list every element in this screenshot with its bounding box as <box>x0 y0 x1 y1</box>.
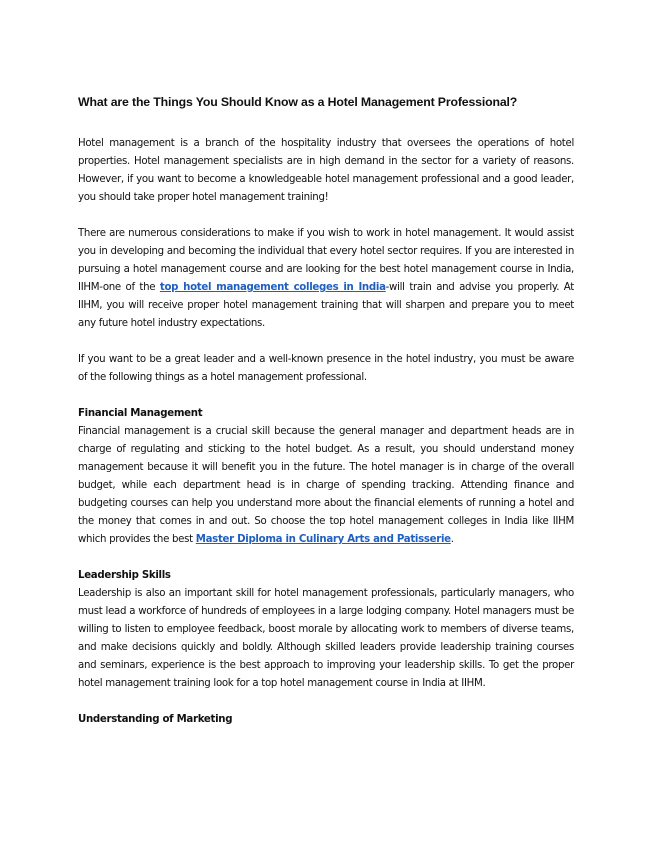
culinary-diploma-link[interactable]: Master Diploma in Culinary Arts and Patisserie <box>195 534 451 545</box>
section-leadership-skills <box>78 567 574 693</box>
intro-paragraph-2 <box>78 225 574 333</box>
top-hotel-colleges-link[interactable]: top hotel management colleges in India <box>159 282 386 293</box>
page-title: What are the Things You Should Know as a Hotel Management Professional? <box>78 95 518 109</box>
section-body-leadership: Leadership is also an important skill for hotel management professionals, particularly managers, who must lead a workforce of hundreds of employees in a large lodging company. Hotel managers must be willing to listen to employee feedback, boost morale by allocating work to members of diverse teams, and make decisions quickly and boldly. Although skilled leaders provide leadership training courses and seminars, experience is the best approach to improving your leadership skills. To get the proper hotel management training look for a top hotel management course in India at IIHM. <box>78 588 574 689</box>
section-heading-financial: Financial Management <box>78 408 203 419</box>
section-understanding-marketing <box>78 711 574 729</box>
section-body-financial <box>78 423 574 549</box>
section-heading-marketing: Understanding of Marketing <box>78 714 233 725</box>
section-financial-management <box>78 405 574 549</box>
section-heading-leadership: Leadership Skills <box>78 570 171 581</box>
article-body <box>78 135 574 729</box>
intro-paragraph-2-text-after: -will train and advise you properly. At IIHM, you will receive proper hotel management training that will sharpen and prepare you to meet any future hotel industry expectations. <box>78 282 574 329</box>
financial-text-after: . <box>450 534 454 545</box>
intro-paragraph-1: Hotel management is a branch of the hospitality industry that oversees the operations of hotel properties. Hotel management specialists are in high demand in the sector for a variety of reasons. However, if you want to become a knowledgeable hotel management professional and a good leader, you should take proper hotel management training! <box>78 138 574 203</box>
intro-paragraph-2-text-before: There are numerous considerations to make if you wish to work in hotel management. It would assist you in developing and becoming the individual that every hotel sector requires. If you are interested in pursuing a hotel management course and are looking for the best hotel management course in India, IIHM-one of the <box>78 228 574 293</box>
intro-paragraph-3: If you want to be a great leader and a well-known presence in the hotel industry, you must be aware of the following things as a hotel management professional. <box>78 354 574 383</box>
financial-text-before: Financial management is a crucial skill because the general manager and department heads are in charge of regulating and sticking to the hotel budget. As a result, you should understand money management because it will benefit you in the future. The hotel manager is in charge of the overall budget, while each department head is in charge of spending tracking. Attending finance and budgeting courses can help you understand more about the financial elements of running a hotel and the money that comes in and out. So choose the top hotel management colleges in India like IIHM which provides the best <box>78 426 574 545</box>
